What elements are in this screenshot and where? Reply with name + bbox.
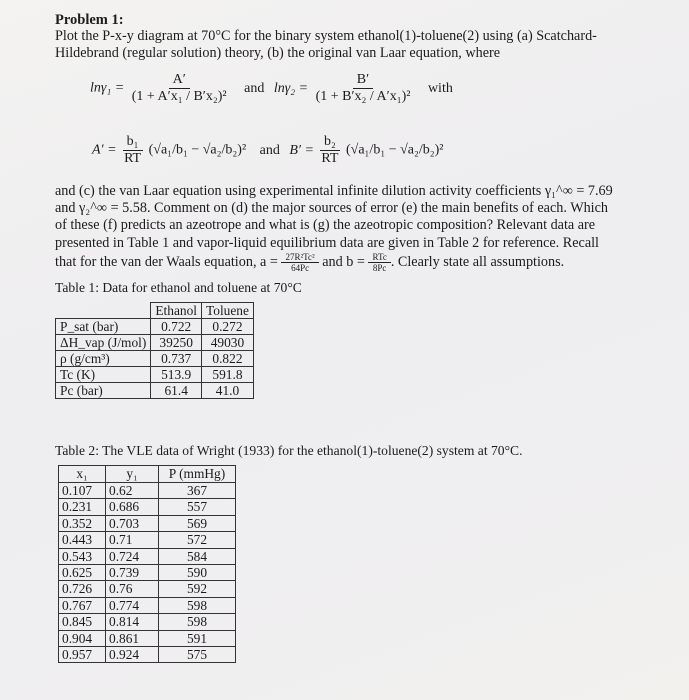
vdw-b-numerator: RTc (368, 252, 390, 263)
table2-cell: 0.739 (106, 565, 159, 581)
table1-cell: 39250 (151, 335, 202, 351)
table1-cell: 0.272 (202, 319, 254, 335)
eq4-coefficient (317, 134, 342, 167)
intro-paragraph (55, 28, 633, 62)
table2-cell: 0.724 (106, 548, 159, 564)
table2-cell: 0.904 (59, 630, 106, 646)
table1-row-label: Tc (K) (56, 367, 151, 383)
eq-with: with (427, 80, 453, 96)
table2 (58, 465, 236, 663)
table-row (56, 351, 254, 367)
eq4-lhs: B′ = (289, 142, 314, 158)
table2-cell: 0.845 (59, 614, 106, 630)
eq1-numerator: A′ (169, 72, 190, 89)
table1-cell: 61.4 (151, 383, 202, 399)
table2-cell: 591 (159, 630, 236, 646)
table-row (59, 581, 236, 597)
coefficient-equations (92, 134, 444, 167)
van-laar-gamma-equations (90, 72, 453, 105)
body-line-5c: . Clearly state all assumptions. (390, 253, 565, 270)
table2-cell: 598 (159, 614, 236, 630)
table1-cell: 513.9 (151, 367, 202, 383)
body-paragraph (55, 183, 633, 273)
table1-cell: 49030 (202, 335, 254, 351)
eq1-lhs: lnγ₁ = (90, 80, 125, 96)
vdw-b-fraction (368, 252, 390, 273)
table-row (59, 548, 236, 564)
table1-cell: 0.822 (202, 351, 254, 367)
table2-cell: 0.703 (106, 515, 159, 531)
eq3-coef-denominator: RT (124, 151, 142, 166)
table-row (59, 630, 236, 646)
vdw-a-fraction (281, 252, 318, 273)
table1-cell: 591.8 (202, 367, 254, 383)
eq4-coef-denominator: RT (321, 151, 339, 166)
eq-and-2: and (259, 142, 280, 158)
table1-header-row (56, 303, 254, 319)
table1-cell: 0.722 (151, 319, 202, 335)
table1-row-label: ΔH_vap (J/mol) (56, 335, 151, 351)
table-row (59, 532, 236, 548)
table2-caption: Table 2: The VLE data of Wright (1933) for the ethanol(1)-toluene(2) system at 70°C. (55, 443, 523, 458)
table2-header-row (59, 466, 236, 483)
table1-header-ethanol: Ethanol (151, 303, 202, 319)
table2-header-y1: y₁ (106, 466, 159, 483)
eq4-coef-numerator: b₂ (320, 134, 340, 151)
table-row (59, 499, 236, 515)
body-line-5a: that for the van der Waals equation, a = (55, 253, 278, 270)
table1-row-label: P_sat (bar) (56, 319, 151, 335)
body-line-4: presented in Table 1 and vapor-liquid equilibrium data are given in Table 2 for reference. Recall (55, 234, 599, 251)
table-row (59, 614, 236, 630)
problem-title: Problem 1: (55, 12, 124, 28)
vdw-a-numerator: 27R²Tc² (281, 252, 318, 263)
table2-cell: 0.231 (59, 499, 106, 515)
table1 (55, 302, 254, 399)
table2-cell: 0.726 (59, 581, 106, 597)
table2-cell: 0.71 (106, 532, 159, 548)
table1-row-label: ρ (g/cm³) (56, 351, 151, 367)
table2-cell: 0.686 (106, 499, 159, 515)
table2-cell: 572 (159, 532, 236, 548)
eq2-fraction (312, 72, 415, 105)
eq3-coef-numerator: b₁ (123, 134, 143, 151)
table-row (56, 367, 254, 383)
table-row (59, 565, 236, 581)
table2-cell: 0.861 (106, 630, 159, 646)
vdw-b-denominator: 8Pc (372, 262, 387, 273)
table2-cell: 0.774 (106, 597, 159, 613)
body-line-3: of these (f) predicts an azeotrope and what is (g) the azeotropic composition? Relevant data are (55, 217, 596, 234)
vdw-a-denominator: 64Pc (291, 262, 310, 273)
table2-cell: 0.814 (106, 614, 159, 630)
table2-header-p: P (mmHg) (159, 466, 236, 483)
eq3-coefficient (120, 134, 145, 167)
table-row (56, 335, 254, 351)
eq2-lhs: lnγ₂ = (273, 80, 309, 96)
table2-cell: 557 (159, 499, 236, 515)
table2-cell: 575 (159, 647, 236, 663)
table2-cell: 0.957 (59, 647, 106, 663)
table1-corner (56, 303, 151, 319)
table2-cell: 569 (159, 515, 236, 531)
table2-cell: 592 (159, 581, 236, 597)
table2-cell: 0.107 (59, 483, 106, 499)
table2-cell: 0.76 (106, 581, 159, 597)
table-row (56, 319, 254, 335)
table2-cell: 0.62 (106, 483, 159, 499)
table2-cell: 598 (159, 597, 236, 613)
body-line-1: and (c) the van Laar equation using experimental infinite dilution activity coefficients γ₁^∞ = 7.69 (55, 183, 613, 199)
table2-cell: 584 (159, 548, 236, 564)
table-row (59, 483, 236, 499)
table2-cell: 0.543 (59, 548, 106, 564)
table2-cell: 0.767 (59, 597, 106, 613)
eq-and-1: and (244, 80, 265, 96)
table2-cell: 0.924 (106, 647, 159, 663)
body-line-5b: and b = (322, 253, 365, 270)
table2-cell: 590 (159, 565, 236, 581)
table2-cell: 367 (159, 483, 236, 499)
table2-cell: 0.625 (59, 565, 106, 581)
table1-row-label: Pc (bar) (56, 383, 151, 399)
intro-line-2: Hildebrand (regular solution) theory, (b) the original van Laar equation, where (55, 45, 501, 62)
eq1-fraction (128, 72, 231, 105)
eq2-denominator: (1 + B′x₂ / A′x₁)² (315, 89, 411, 104)
table2-header-x1: x₁ (59, 466, 106, 483)
body-line-2: and γ₂^∞ = 5.58. Comment on (d) the major sources of error (e) the main benefits of each. Which (55, 200, 609, 217)
table1-header-toluene: Toluene (202, 303, 254, 319)
table1-caption: Table 1: Data for ethanol and toluene at 70°C (55, 280, 302, 295)
body-line-5 (55, 252, 633, 273)
eq4-parenthesis: (√a₁/b₁ − √a₂/b₂)² (345, 142, 444, 158)
eq2-numerator: B′ (353, 72, 373, 89)
table-row (59, 597, 236, 613)
table1-cell: 0.737 (151, 351, 202, 367)
eq3-lhs: A′ = (92, 142, 117, 158)
table-row (56, 383, 254, 399)
table-row (59, 515, 236, 531)
eq3-parenthesis: (√a₁/b₁ − √a₂/b₂)² (148, 142, 247, 158)
intro-line-1: Plot the P-x-y diagram at 70°C for the binary system ethanol(1)-toluene(2) using (a) Scatchard- (55, 28, 597, 44)
table-row (59, 647, 236, 663)
table1-cell: 41.0 (202, 383, 254, 399)
eq1-denominator: (1 + A′x₁ / B′x₂)² (131, 89, 227, 104)
table2-cell: 0.443 (59, 532, 106, 548)
table2-cell: 0.352 (59, 515, 106, 531)
